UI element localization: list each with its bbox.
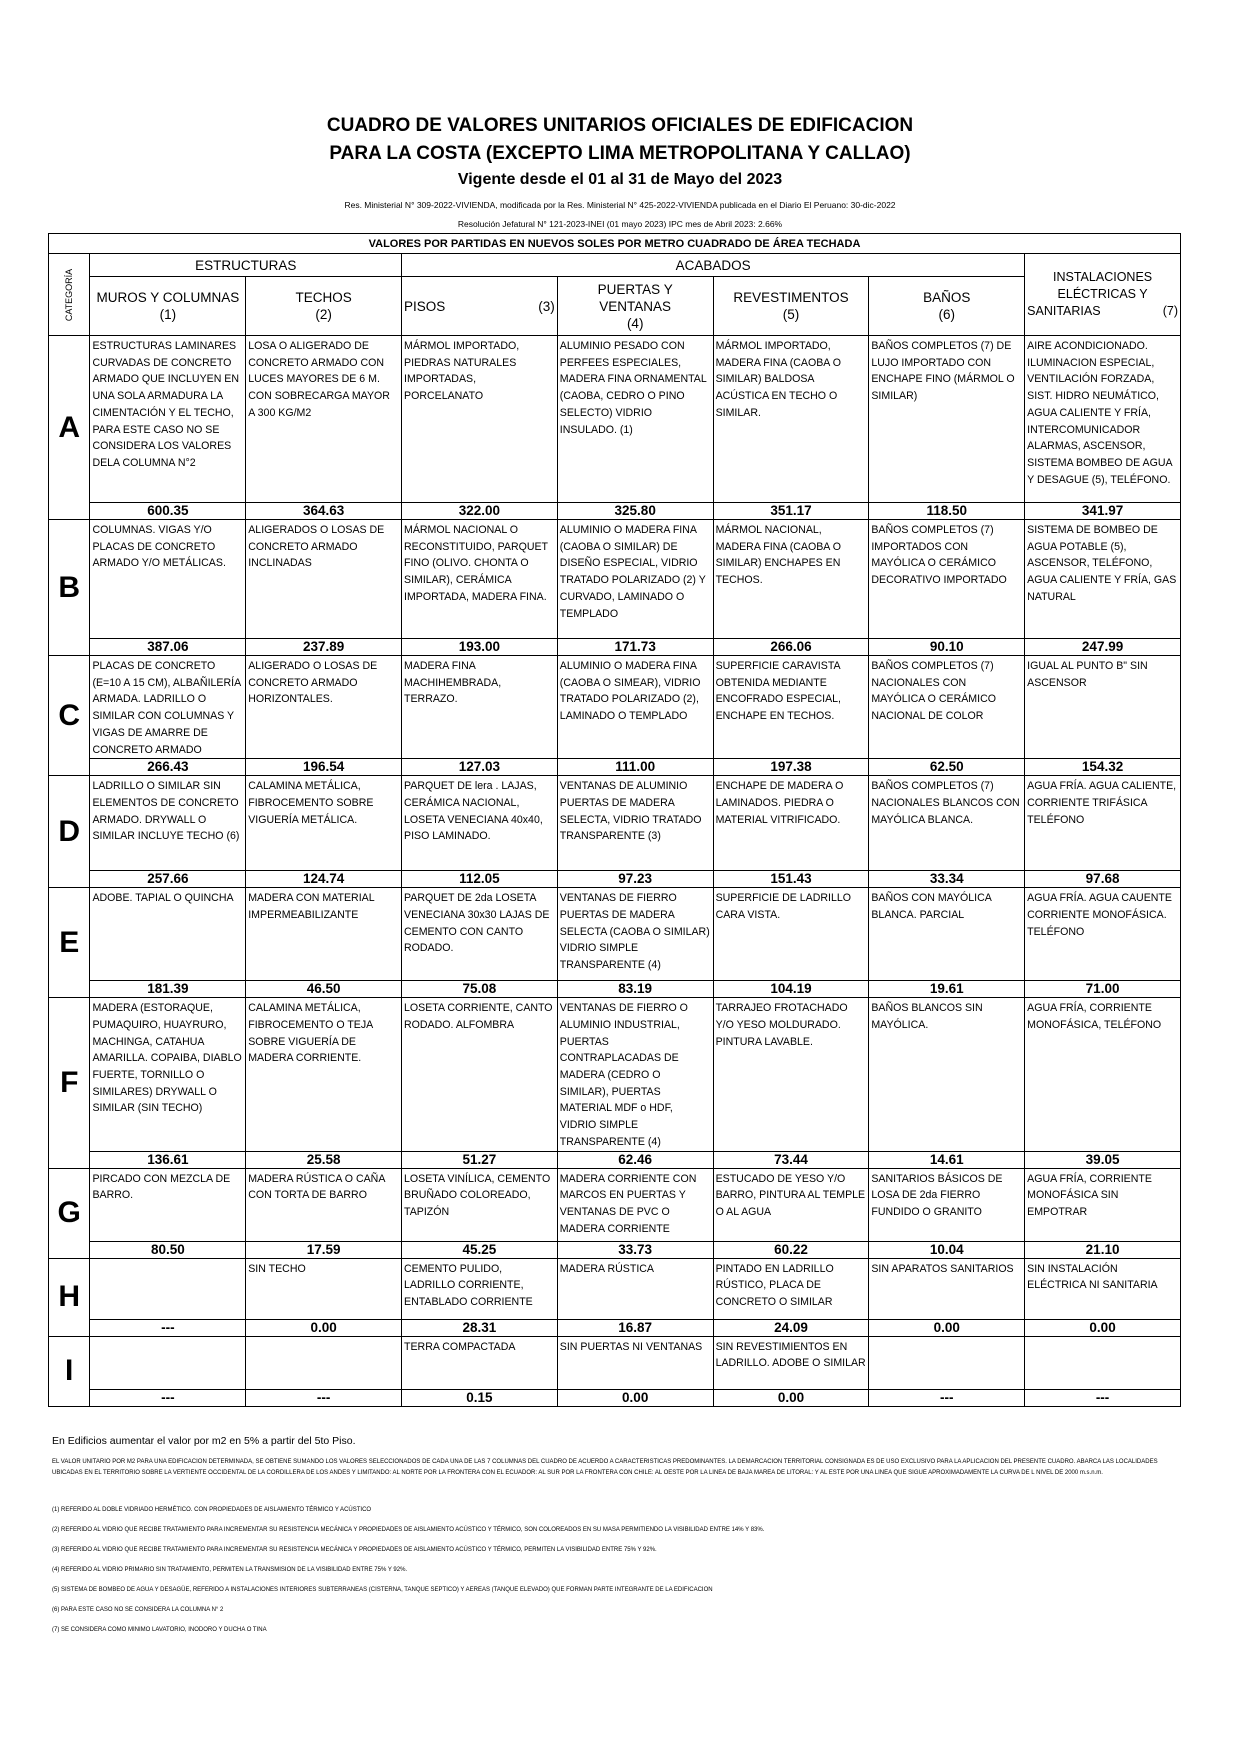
unit-value-cell: 237.89 xyxy=(246,639,402,656)
description-cell: TARRAJEO FROTACHADO Y/O YESO MOLDURADO. PINTURA LAVABLE. xyxy=(713,998,869,1151)
unit-value-cell: 154.32 xyxy=(1025,759,1181,776)
unit-value-cell: --- xyxy=(90,1389,246,1406)
unit-value-cell: 111.00 xyxy=(557,759,713,776)
unit-value-cell: 97.68 xyxy=(1025,871,1181,888)
unit-value-cell: 197.38 xyxy=(713,759,869,776)
edificios-note: En Edificios aumentar el valor por m2 en 5% a partir del 5to Piso. xyxy=(52,1435,356,1447)
unit-value-cell: 16.87 xyxy=(557,1319,713,1336)
description-cell: MADERA (ESTORAQUE, PUMAQUIRO, HUAYRURO, MACHINGA, CATAHUA AMARILLA. COPAIBA, DIABLO FUERTE, TORNILLO O SIMILARES) DRYWALL O SIMILAR (SIN TECHO) xyxy=(90,998,246,1151)
category-row xyxy=(49,1258,1181,1319)
column-name-line-1: PUERTAS Y xyxy=(597,281,673,297)
description-cell: MÁRMOL NACIONAL, MADERA FINA (CAOBA O SIMILAR) ENCHAPES EN TECHOS. xyxy=(713,520,869,639)
value-row xyxy=(49,503,1181,520)
description-cell: AGUA FRÍA, CORRIENTE MONOFÁSICA SIN EMPOTRAR xyxy=(1025,1168,1181,1241)
value-row xyxy=(49,1151,1181,1168)
unit-value-cell: 60.22 xyxy=(713,1241,869,1258)
unit-value-cell: 62.50 xyxy=(869,759,1025,776)
column-number: (3) xyxy=(538,298,555,314)
inei-resolution: Resolución Jefatural N° 121-2023-INEI (01 mayo 2023) IPC mes de Abril 2023: 2.66% xyxy=(457,219,783,229)
unit-value-cell: 39.05 xyxy=(1025,1151,1181,1168)
unit-value-cell: 136.61 xyxy=(90,1151,246,1168)
description-cell: VENTANAS DE FIERRO PUERTAS DE MADERA SELECTA (CAOBA O SIMILAR) VIDRIO SIMPLE TRANSPARENTE (4) xyxy=(557,888,713,981)
value-row xyxy=(49,1389,1181,1406)
description-cell: PIRCADO CON MEZCLA DE BARRO. xyxy=(90,1168,246,1241)
description-cell: SIN APARATOS SANITARIOS xyxy=(869,1258,1025,1319)
category-row xyxy=(49,520,1181,639)
unit-value-cell: 257.66 xyxy=(90,871,246,888)
unit-value-cell: 45.25 xyxy=(402,1241,558,1258)
description-cell: SUPERFICIE DE LADRILLO CARA VISTA. xyxy=(713,888,869,981)
column-number: (2) xyxy=(315,307,332,322)
description-cell: PARQUET DE 2da LOSETA VENECIANA 30x30 LAJAS DE CEMENTO CON CANTO RODADO. xyxy=(402,888,558,981)
description-cell: LADRILLO O SIMILAR SIN ELEMENTOS DE CONCRETO ARMADO. DRYWALL O SIMILAR INCLUYE TECHO (6) xyxy=(90,776,246,871)
description-cell: MÁRMOL IMPORTADO, MADERA FINA (CAOBA O SIMILAR) BALDOSA ACÚSTICA EN TECHO O SIMILAR. xyxy=(713,336,869,503)
column-puertas-y-ventanas xyxy=(557,277,713,336)
description-cell: LOSA O ALIGERADO DE CONCRETO ARMADO CON LUCES MAYORES DE 6 M. CON SOBRECARGA MAYOR A 300 KG/M2 xyxy=(246,336,402,503)
description-cell: LOSETA CORRIENTE, CANTO RODADO. ALFOMBRA xyxy=(402,998,558,1151)
unit-value-cell: 25.58 xyxy=(246,1151,402,1168)
unit-value-cell: 181.39 xyxy=(90,981,246,998)
column-name: REVESTIMENTOS xyxy=(733,290,849,305)
category-letter: A xyxy=(49,336,90,520)
unit-value-cell: --- xyxy=(869,1389,1025,1406)
description-cell xyxy=(90,1258,246,1319)
value-row xyxy=(49,981,1181,998)
group-instalaciones xyxy=(1025,254,1181,336)
description-cell: PARQUET DE lera . LAJAS, CERÁMICA NACIONAL, LOSETA VENECIANA 40x40, PISO LAMINADO. xyxy=(402,776,558,871)
description-cell: AGUA FRÍA. AGUA CALIENTE, CORRIENTE TRIFÁSICA TELÉFONO xyxy=(1025,776,1181,871)
unit-value-cell: 75.08 xyxy=(402,981,558,998)
description-cell xyxy=(246,1336,402,1389)
unit-value-cell: 266.43 xyxy=(90,759,246,776)
description-cell xyxy=(869,1336,1025,1389)
unit-value-cell: --- xyxy=(1025,1389,1181,1406)
description-cell: CALAMINA METÁLICA, FIBROCEMENTO O TEJA SOBRE VIGUERÍA DE MADERA CORRIENTE. xyxy=(246,998,402,1151)
column-number: (4) xyxy=(626,315,644,331)
unit-value-cell: 21.10 xyxy=(1025,1241,1181,1258)
description-cell: AGUA FRÍA, CORRIENTE MONOFÁSICA, TELÉFONO xyxy=(1025,998,1181,1151)
unit-value-cell: 0.00 xyxy=(246,1319,402,1336)
category-row xyxy=(49,888,1181,981)
column-number: (1) xyxy=(159,307,177,322)
unit-value-cell: 51.27 xyxy=(402,1151,558,1168)
description-cell: MADERA CORRIENTE CON MARCOS EN PUERTAS Y VENTANAS DE PVC O MADERA CORRIENTE xyxy=(557,1168,713,1241)
column-revestimentos xyxy=(713,277,869,336)
ministerial-resolution: Res. Ministerial N° 309-2022-VIVIENDA, modificada por la Res. Ministerial N° 425-2022-VIVIENDA publicada en el Diario El Peruano: 30-dic-2022 xyxy=(344,200,896,210)
category-row xyxy=(49,998,1181,1151)
description-cell: BAÑOS COMPLETOS (7) NACIONALES BLANCOS CON MAYÓLICA BLANCA. xyxy=(869,776,1025,871)
description-cell: VENTANAS DE FIERRO O ALUMINIO INDUSTRIAL, PUERTAS CONTRAPLACADAS DE MADERA (CEDRO O SIMILAR), PUERTAS MATERIAL MDF o HDF, VIDRIO SIMPLE TRANSPARENTE (4) xyxy=(557,998,713,1151)
unit-value-cell: 73.44 xyxy=(713,1151,869,1168)
unit-value-cell: 33.34 xyxy=(869,871,1025,888)
unit-value-cell: 364.63 xyxy=(246,503,402,520)
description-cell: BAÑOS COMPLETOS (7) NACIONALES CON MAYÓLICA O CERÁMICO NACIONAL DE COLOR xyxy=(869,656,1025,759)
instalaciones-line-1: INSTALACIONES xyxy=(1053,270,1153,284)
description-cell: BAÑOS BLANCOS SIN MAYÓLICA. xyxy=(869,998,1025,1151)
description-cell: SUPERFICIE CARAVISTA OBTENIDA MEDIANTE ENCOFRADO ESPECIAL, ENCHAPE EN TECHOS. xyxy=(713,656,869,759)
description-cell: PLACAS DE CONCRETO (E=10 A 15 CM), ALBAÑILERÍA ARMADA. LADRILLO O SIMILAR CON COLUMNAS Y VIGAS DE AMARRE DE CONCRETO ARMADO xyxy=(90,656,246,759)
unit-value-cell: 112.05 xyxy=(402,871,558,888)
description-cell: SANITARIOS BÁSICOS DE LOSA DE 2da FIERRO FUNDIDO O GRANITO xyxy=(869,1168,1025,1241)
description-cell: SIN INSTALACIÓN ELÉCTRICA NI SANITARIA xyxy=(1025,1258,1181,1319)
column-pisos xyxy=(402,277,558,336)
unit-value-cell: 46.50 xyxy=(246,981,402,998)
description-cell: ALUMINIO O MADERA FINA (CAOBA O SIMILAR) DE DISEÑO ESPECIAL, VIDRIO TRATADO POLARIZADO (2) Y CURVADO, LAMINADO O TEMPLADO xyxy=(557,520,713,639)
description-cell: SIN PUERTAS NI VENTANAS xyxy=(557,1336,713,1389)
description-cell: MADERA CON MATERIAL IMPERMEABILIZANTE xyxy=(246,888,402,981)
instalaciones-number: (7) xyxy=(1162,304,1178,318)
category-letter: E xyxy=(49,888,90,998)
description-cell: AIRE ACONDICIONADO. ILUMINACION ESPECIAL, VENTILACIÓN FORZADA, SIST. HIDRO NEUMÁTICO, AGUA CALIENTE Y FRÍA, INTERCOMUNICADOR ALARMAS, ASCENSOR, SISTEMA BOMBEO DE AGUA Y DESAGUE (5), TELÉFONO. xyxy=(1025,336,1181,503)
description-cell: PINTADO EN LADRILLO RÚSTICO, PLACA DE CONCRETO O SIMILAR xyxy=(713,1258,869,1319)
unit-value-cell: 14.61 xyxy=(869,1151,1025,1168)
group-acabados: ACABADOS xyxy=(402,254,1025,277)
description-cell: IGUAL AL PUNTO B" SIN ASCENSOR xyxy=(1025,656,1181,759)
categoria-label: CATEGORÍA xyxy=(64,268,75,321)
instalaciones-line-2: ELÉCTRICAS Y xyxy=(1057,287,1148,301)
value-row xyxy=(49,1241,1181,1258)
description-cell: SIN REVESTIMIENTOS EN LADRILLO. ADOBE O SIMILAR xyxy=(713,1336,869,1389)
column-name-line-2: VENTANAS xyxy=(599,298,672,314)
footnote: (6) PARA ESTE CASO NO SE CONSIDERA LA COLUMNA N° 2 xyxy=(52,1607,224,1613)
unit-value-cell: --- xyxy=(246,1389,402,1406)
column-name: TECHOS xyxy=(295,290,352,305)
description-cell: ENCHAPE DE MADERA O LAMINADOS. PIEDRA O MATERIAL VITRIFICADO. xyxy=(713,776,869,871)
general-note: EL VALOR UNITARIO POR M2 PARA UNA EDIFICACION DETERMINADA, SE OBTIENE SUMANDO LOS VALORES SELECCIONADOS DE CADA UNA DE LAS 7 COLUMNAS DEL CUADRO DE ACUERDO A CARACTERISTICAS PREDOMINANTES. LA DEMARCACION TERRITORIAL CONSIGNADA ES DE USO EXCLUSIVO PARA LA APLICACION DEL PRESENTE CUADRO. ABARCA LAS LOCALIDADES UBICADAS EN EL TERRITORIO SOBRE LA VERTIENTE OCCIDENTAL DE LA CORDILLERA DE LOS ANDES Y LIMITANDO: AL NORTE POR LA FRONTERA CON EL ECUADOR: AL SUR POR LA FRONTERA CON CHILE: AL OESTE POR LA LINEA DE BAJA MAREA DE LITORAL: Y AL ESTE POR UNA LINEA QUE SIGUE APROXIMADAMENTE LA CURVA DE L NIVEL DE 2000 m.s.n.m. xyxy=(52,1459,1158,1476)
description-cell: SISTEMA DE BOMBEO DE AGUA POTABLE (5), ASCENSOR, TELÉFONO, AGUA CALIENTE Y FRÍA, GAS NATURAL xyxy=(1025,520,1181,639)
description-cell: ESTRUCTURAS LAMINARES CURVADAS DE CONCRETO ARMADO QUE INCLUYEN EN UNA SOLA ARMADURA LA CIMENTACIÓN Y EL TECHO, PARA ESTE CASO NO SE CONSIDERA LOS VALORES DELA COLUMNA N°2 xyxy=(90,336,246,503)
value-row xyxy=(49,639,1181,656)
unit-value-cell: 171.73 xyxy=(557,639,713,656)
unit-value-cell: 0.00 xyxy=(557,1389,713,1406)
unit-value-cell: 0.00 xyxy=(713,1389,869,1406)
unit-value-cell: 0.00 xyxy=(1025,1319,1181,1336)
column-banos xyxy=(869,277,1025,336)
unit-value-cell: 124.74 xyxy=(246,871,402,888)
value-row xyxy=(49,871,1181,888)
unit-value-cell: 28.31 xyxy=(402,1319,558,1336)
validity-period: Vigente desde el 01 al 31 de Mayo del 2023 xyxy=(457,171,783,188)
description-cell: MADERA RÚSTICA O CAÑA CON TORTA DE BARRO xyxy=(246,1168,402,1241)
unit-value-cell: 193.00 xyxy=(402,639,558,656)
category-letter: F xyxy=(49,998,90,1168)
description-cell: ALIGERADOS O LOSAS DE CONCRETO ARMADO INCLINADAS xyxy=(246,520,402,639)
unit-value-cell: 19.61 xyxy=(869,981,1025,998)
unit-value-cell: 0.00 xyxy=(869,1319,1025,1336)
category-letter: H xyxy=(49,1258,90,1336)
description-cell: SIN TECHO xyxy=(246,1258,402,1319)
unit-value-cell: 325.80 xyxy=(557,503,713,520)
description-cell: BAÑOS CON MAYÓLICA BLANCA. PARCIAL xyxy=(869,888,1025,981)
description-cell: BAÑOS COMPLETOS (7) IMPORTADOS CON MAYÓLICA O CERÁMICO DECORATIVO IMPORTADO xyxy=(869,520,1025,639)
unit-value-cell: 17.59 xyxy=(246,1241,402,1258)
column-name: PISOS xyxy=(404,298,446,314)
unit-value-cell: 351.17 xyxy=(713,503,869,520)
description-cell: ALIGERADO O LOSAS DE CONCRETO ARMADO HORIZONTALES. xyxy=(246,656,402,759)
category-letter: C xyxy=(49,656,90,776)
category-letter: D xyxy=(49,776,90,888)
column-name: MUROS Y COLUMNAS xyxy=(96,290,240,305)
unit-value-cell: --- xyxy=(90,1319,246,1336)
unit-value-cell: 118.50 xyxy=(869,503,1025,520)
category-row xyxy=(49,1336,1181,1389)
categoria-header xyxy=(49,254,90,336)
table-band-title: VALORES POR PARTIDAS EN NUEVOS SOLES POR METRO CUADRADO DE ÁREA TECHADA xyxy=(49,234,1181,254)
category-letter: I xyxy=(49,1336,90,1406)
description-cell: CEMENTO PULIDO, LADRILLO CORRIENTE, ENTABLADO CORRIENTE xyxy=(402,1258,558,1319)
unit-value-cell: 387.06 xyxy=(90,639,246,656)
unit-value-cell: 90.10 xyxy=(869,639,1025,656)
category-letter: B xyxy=(49,520,90,656)
description-cell: MADERA RÚSTICA xyxy=(557,1258,713,1319)
unit-value-cell: 341.97 xyxy=(1025,503,1181,520)
description-cell: ALUMINIO PESADO CON PERFEES ESPECIALES, MADERA FINA ORNAMENTAL (CAOBA, CEDRO O PINO SELECTO) VIDRIO INSULADO. (1) xyxy=(557,336,713,503)
column-number: (6) xyxy=(938,307,955,322)
column-number: (5) xyxy=(782,307,800,322)
description-cell: MADERA FINA MACHIHEMBRADA, TERRAZO. xyxy=(402,656,558,759)
value-row xyxy=(49,759,1181,776)
description-cell: ESTUCADO DE YESO Y/O BARRO, PINTURA AL TEMPLE O AL AGUA xyxy=(713,1168,869,1241)
description-cell xyxy=(90,1336,246,1389)
unit-value-cell: 97.23 xyxy=(557,871,713,888)
unit-value-cell: 83.19 xyxy=(557,981,713,998)
unit-value-cell: 0.15 xyxy=(402,1389,558,1406)
description-cell: VENTANAS DE ALUMINIO PUERTAS DE MADERA SELECTA, VIDRIO TRATADO TRANSPARENTE (3) xyxy=(557,776,713,871)
description-cell: MÁRMOL NACIONAL O RECONSTITUIDO, PARQUET FINO (OLIVO. CHONTA O SIMILAR), CERÁMICA IMPORTADA, MADERA FINA. xyxy=(402,520,558,639)
category-row xyxy=(49,776,1181,871)
description-cell xyxy=(1025,1336,1181,1389)
description-cell: BAÑOS COMPLETOS (7) DE LUJO IMPORTADO CON ENCHAPE FINO (MÁRMOL O SIMILAR) xyxy=(869,336,1025,503)
unit-value-cell: 80.50 xyxy=(90,1241,246,1258)
column-techos xyxy=(246,277,402,336)
category-row xyxy=(49,1168,1181,1241)
description-cell: AGUA FRÍA. AGUA CAUENTE CORRIENTE MONOFÁSICA. TELÉFONO xyxy=(1025,888,1181,981)
unit-value-cell: 24.09 xyxy=(713,1319,869,1336)
value-row xyxy=(49,1319,1181,1336)
unit-value-cell: 266.06 xyxy=(713,639,869,656)
unit-value-cell: 322.00 xyxy=(402,503,558,520)
unit-value-cell: 71.00 xyxy=(1025,981,1181,998)
category-row xyxy=(49,336,1181,503)
description-cell: ALUMINIO O MADERA FINA (CAOBA O SIMEAR), VIDRIO TRATADO POLARIZADO (2), LAMINADO O TEMPLADO xyxy=(557,656,713,759)
unit-value-cell: 247.99 xyxy=(1025,639,1181,656)
category-row xyxy=(49,656,1181,759)
unit-value-cell: 104.19 xyxy=(713,981,869,998)
column-muros-y-columnas xyxy=(90,277,246,336)
unit-value-cell: 10.04 xyxy=(869,1241,1025,1258)
category-letter: G xyxy=(49,1168,90,1258)
column-name: BAÑOS xyxy=(923,290,971,305)
description-cell: TERRA COMPACTADA xyxy=(402,1336,558,1389)
document-title-line-2: PARA LA COSTA (EXCEPTO LIMA METROPOLITANA Y CALLAO) xyxy=(329,143,911,164)
unit-value-cell: 196.54 xyxy=(246,759,402,776)
document-title-line-1: CUADRO DE VALORES UNITARIOS OFICIALES DE EDIFICACION xyxy=(326,115,914,136)
footnote: (3) REFERIDO AL VIDRIO QUE RECIBE TRATAMIENTO PARA INCREMENTAR SU RESISTENCIA MECÁNICA Y PROPIEDADES DE AISLAMIENTO ACÚSTICO Y TÉRMICO, PERMITEN LA VISIBILIDAD ENTRE 75% Y 92%. xyxy=(52,1547,657,1553)
footnote: (7) SE CONSIDERA COMO MINIMO LAVATORIO, INODORO Y DUCHA O TINA xyxy=(52,1627,267,1633)
description-cell: LOSETA VINÍLICA, CEMENTO BRUÑADO COLOREADO, TAPIZÓN xyxy=(402,1168,558,1241)
footnote: (4) REFERIDO AL VIDRIO PRIMARIO SIN TRATAMIENTO, PERMITEN LA TRANSMISION DE LA VISIBILIDAD ENTRE 75% Y 92%. xyxy=(52,1567,408,1573)
group-estructuras: ESTRUCTURAS xyxy=(90,254,402,277)
footnote: (2) REFERIDO AL VIDRIO QUE RECIBE TRATAMIENTO PARA INCREMENTAR SU RESISTENCIA MECÁNICA Y PROPIEDADES DE AISLAMIENTO ACÚSTICO Y TÉRMICO, SON COLOREADOS EN SU MASA PERMITIENDO LA VISIBILIDAD ENTRE 14% Y 83%. xyxy=(52,1527,765,1533)
description-cell: COLUMNAS. VIGAS Y/O PLACAS DE CONCRETO ARMADO Y/O METÁLICAS. xyxy=(90,520,246,639)
values-table xyxy=(48,233,1181,1407)
unit-value-cell: 151.43 xyxy=(713,871,869,888)
footnote: (1) REFERIDO AL DOBLE VIDRIADO HERMÉTICO. CON PROPIEDADES DE AISLAMIENTO TÉRMICO Y ACÚSTICO xyxy=(52,1507,372,1513)
unit-value-cell: 127.03 xyxy=(402,759,558,776)
description-cell: ADOBE. TAPIAL O QUINCHA xyxy=(90,888,246,981)
unit-value-cell: 62.46 xyxy=(557,1151,713,1168)
unit-value-cell: 600.35 xyxy=(90,503,246,520)
footnote: (5) SISTEMA DE BOMBEO DE AGUA Y DESAGÜE, REFERIDO A INSTALACIONES INTERIORES SUBTERRANEAS (CISTERNA, TANQUE SEPTICO) Y AEREAS (TANQUE ELEVADO) QUE FORMAN PARTE INTEGRANTE DE LA EDIFICACION xyxy=(52,1587,713,1593)
instalaciones-line-3: SANITARIAS xyxy=(1027,304,1101,318)
unit-value-cell: 33.73 xyxy=(557,1241,713,1258)
description-cell: CALAMINA METÁLICA, FIBROCEMENTO SOBRE VIGUERÍA METÁLICA. xyxy=(246,776,402,871)
description-cell: MÁRMOL IMPORTADO, PIEDRAS NATURALES IMPORTADAS, PORCELANATO xyxy=(402,336,558,503)
